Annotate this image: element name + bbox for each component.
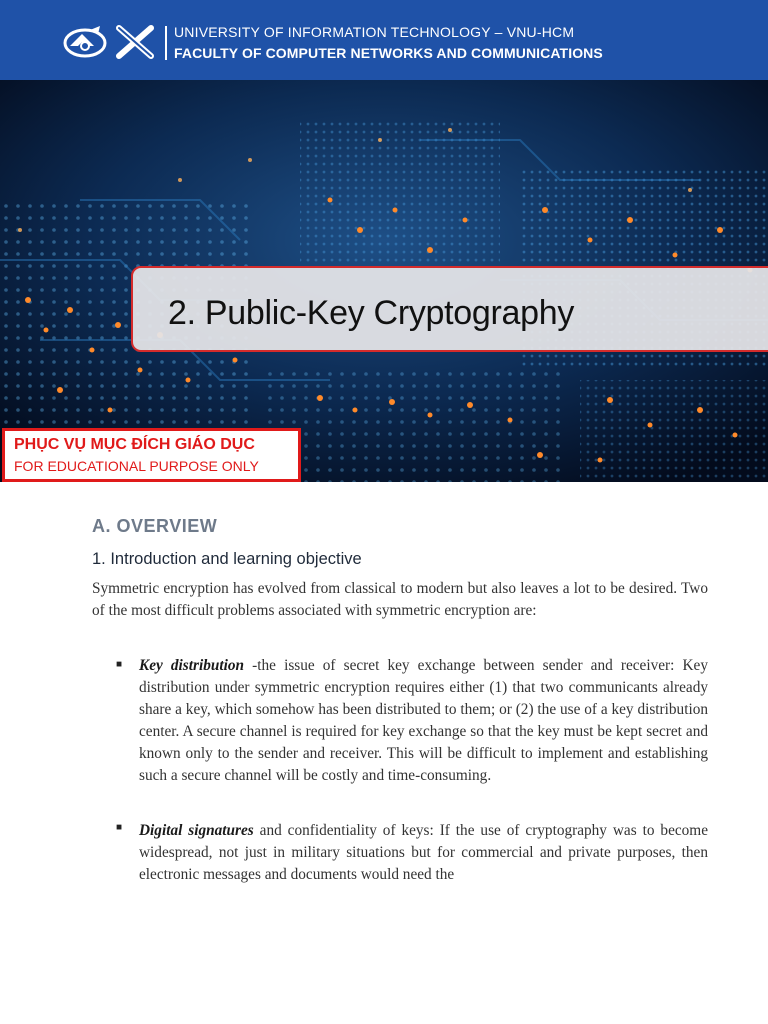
list-item-text: -the issue of secret key exchange between sender and receiver: Key distribution under symmetric encryption requires either (1) that two communicants already share a key, which somehow has been distributed to them; or (2) the use of a key distribution center. A secure channel is required for key exchange so that the key must be kept secret and known only to the sender and receiver. This will be difficult to implement and establishing such a secure channel will be costly and time-consuming. xyxy=(139,657,708,784)
chapter-title: 2. Public-Key Cryptography xyxy=(168,294,575,332)
notice-english: FOR EDUCATIONAL PURPOSE ONLY xyxy=(14,458,259,474)
subsection-heading: 1. Introduction and learning objective xyxy=(92,550,362,568)
header-divider xyxy=(165,26,167,60)
bullet-square-icon: ■ xyxy=(116,659,123,670)
chapter-title-box xyxy=(131,266,768,352)
list-item xyxy=(139,820,708,886)
notice-vietnamese: PHỤC VỤ MỤC ĐÍCH GIÁO DỤC xyxy=(14,436,255,453)
educational-notice xyxy=(2,428,301,482)
uit-logo-icon xyxy=(60,24,110,60)
list-item-text: and confidentiality of keys: If the use of cryptography was to become widespread, not just in military situations but for commercial and private purposes, then electronic messages and documents would need the xyxy=(139,822,708,883)
faculty-x-logo-icon xyxy=(115,25,155,59)
bullet-square-icon: ■ xyxy=(116,822,123,833)
list-item-term: Digital signatures xyxy=(139,822,254,839)
intro-paragraph: Symmetric encryption has evolved from classical to modern but also leaves a lot to be desired. Two of the most difficult problems associated with symmetric encryption are: xyxy=(92,580,708,619)
section-heading: A. OVERVIEW xyxy=(92,516,218,536)
list-item-term: Key distribution xyxy=(139,657,245,674)
list-item xyxy=(139,655,708,787)
header-bar xyxy=(0,0,768,80)
university-name: UNIVERSITY OF INFORMATION TECHNOLOGY – VNU-HCM xyxy=(174,24,575,40)
faculty-name: FACULTY OF COMPUTER NETWORKS AND COMMUNICATIONS xyxy=(174,45,603,61)
